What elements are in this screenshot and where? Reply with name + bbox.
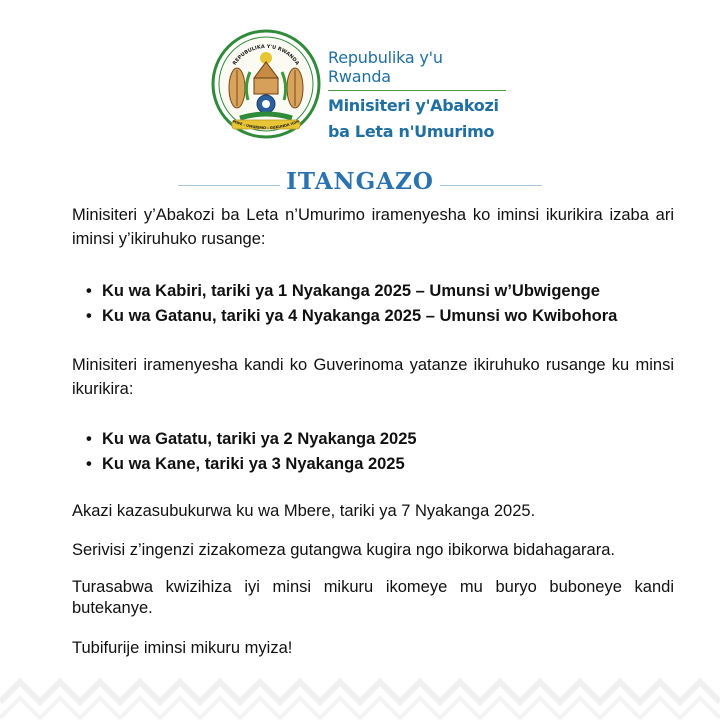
celebrate-paragraph: Turasabwa kwizihiza iyi minsi mikuru ikomeye mu buryo buboneye kandi butekanye.: [72, 578, 674, 617]
intro-paragraph: Minisiteri y’Abakozi ba Leta n’Umurimo iramenyesha ko iminsi ikurikira izaba ari iminsi y’ikiruhuko rusange:: [72, 206, 674, 248]
decorative-pattern-footer: [0, 662, 720, 720]
page-title: ITANGAZO: [286, 168, 434, 195]
ministry-name-block: [328, 48, 628, 143]
holiday-item: • Ku wa Kabiri, tariki ya 1 Nyakanga 2025 – Umunsi w’Ubwigenge: [72, 279, 674, 304]
title-row: [0, 168, 720, 200]
holiday-list: [72, 279, 674, 329]
rwanda-coat-of-arms-icon: [210, 26, 322, 144]
ministry-name-line-2: ba Leta n'Umurimo: [328, 122, 495, 141]
svg-text:REPUBULIKA Y'U RWANDA: REPUBULIKA Y'U RWANDA: [231, 43, 301, 67]
title-right-rule: [440, 185, 542, 186]
resume-paragraph: Akazi kazasubukurwa ku wa Mbere, tariki ya 7 Nyakanga 2025.: [72, 502, 536, 520]
republic-name: Repubulika y'u Rwanda: [328, 48, 506, 91]
svg-text:UBUMWE - UMURIMO - GUKUNDA IGI: MWE - UMURIMO - GUKUNDA IGIH: [232, 119, 300, 131]
services-paragraph: Serivisi z’ingenzi zizakomeza gutangwa kugira ngo ibikorwa bidahagarara.: [72, 541, 615, 559]
ministry-name-line-1: Minisiteri y'Abakozi: [328, 96, 499, 115]
closing-paragraph: Tubifurije iminsi mikuru myiza!: [72, 639, 293, 657]
announcement-body: [72, 203, 674, 660]
second-intro-paragraph: Minisiteri iramenyesha kandi ko Guverinoma yatanze ikiruhuko rusange ku minsi ikurikira:: [72, 356, 674, 398]
header: [210, 26, 530, 144]
extra-day-item: • Ku wa Kane, tariki ya 3 Nyakanga 2025: [72, 452, 674, 477]
holiday-item: • Ku wa Gatanu, tariki ya 4 Nyakanga 2025 – Umunsi wo Kwibohora: [72, 304, 674, 329]
extra-day-item: • Ku wa Gatatu, tariki ya 2 Nyakanga 2025: [72, 427, 674, 452]
extra-days-list: [72, 427, 674, 477]
